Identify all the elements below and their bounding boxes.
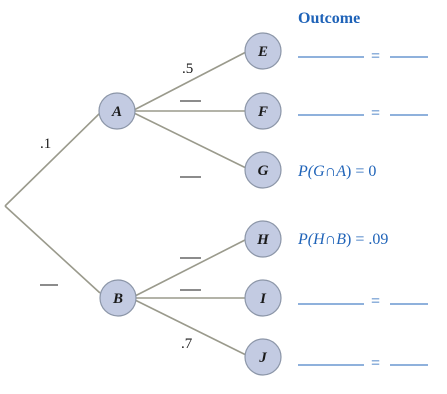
edge-root-B	[5, 206, 100, 293]
node-J-label: J	[259, 350, 267, 366]
outcome-G-event: G	[313, 163, 325, 180]
outcome-I-equals: =	[371, 293, 381, 310]
outcome-G	[297, 163, 376, 180]
node-E	[245, 33, 281, 69]
node-I	[245, 280, 281, 316]
edge-root-A	[5, 113, 100, 206]
outcome-G-given: A	[336, 163, 347, 180]
outcome-header: Outcome	[298, 10, 361, 27]
outcome-G-suffix: ) = 0	[346, 163, 377, 180]
outcome-G-cap: ∩	[324, 163, 337, 180]
outcome-H-event: H	[313, 231, 325, 248]
outcome-H-prefix: P(	[298, 231, 314, 248]
node-B-label: B	[112, 291, 124, 307]
outcome-F	[298, 105, 428, 122]
node-H-label: H	[257, 232, 269, 248]
outcome-E	[298, 48, 428, 65]
prob-B-J: .7	[181, 336, 193, 352]
node-F	[245, 93, 281, 129]
outcome-H-suffix: ) = .09	[346, 231, 389, 248]
node-B	[100, 280, 136, 316]
node-H	[245, 221, 281, 257]
outcome-E-equals: =	[371, 48, 381, 65]
node-F-label: F	[257, 104, 269, 120]
outcome-I	[298, 293, 428, 310]
node-J	[245, 339, 281, 375]
outcome-J	[298, 355, 428, 372]
node-I-label: I	[260, 291, 266, 307]
outcome-H-given: B	[336, 231, 347, 248]
prob-root-A: .1	[40, 136, 52, 152]
prob-A-E: .5	[182, 61, 194, 77]
edge-B-H	[135, 240, 245, 296]
node-A	[99, 93, 135, 129]
outcome-J-equals: =	[371, 355, 381, 372]
outcome-H-cap: ∩	[324, 231, 337, 248]
node-G-label: G	[257, 163, 269, 179]
outcome-H	[297, 231, 388, 248]
node-E-label: E	[257, 44, 269, 60]
outcome-G-prefix: P(	[298, 163, 314, 180]
edge-A-G	[134, 113, 246, 168]
outcome-F-equals: =	[371, 105, 381, 122]
node-G	[245, 152, 281, 188]
node-A-label: A	[111, 104, 123, 120]
